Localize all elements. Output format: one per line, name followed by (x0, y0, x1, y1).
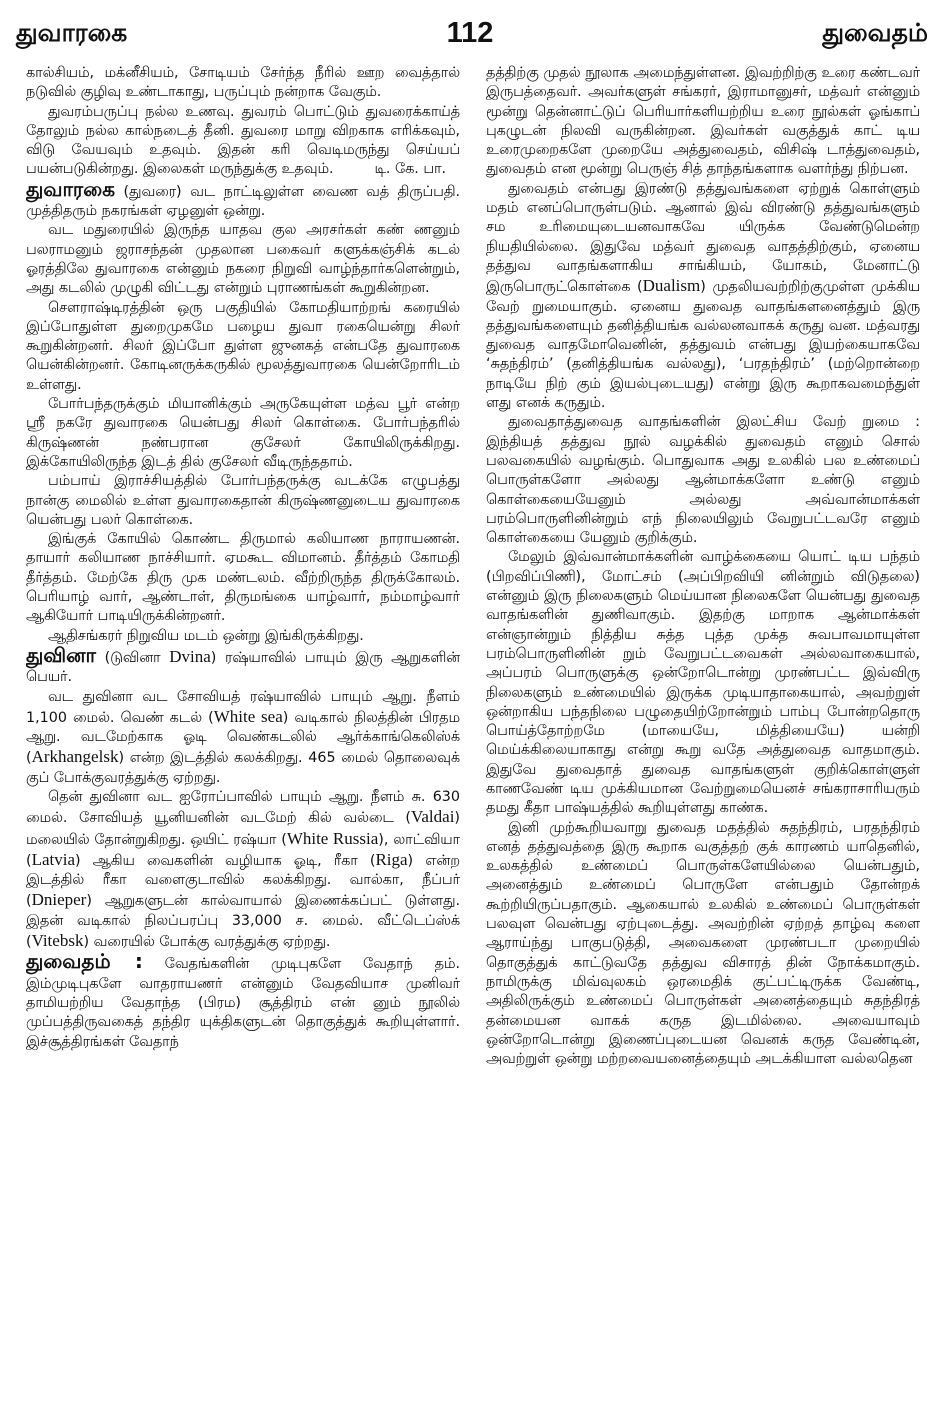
latin-term: White sea (213, 706, 283, 726)
entry-headword: துவினா (26, 642, 96, 667)
paragraph: தத்திற்கு முதல் நூலாக அமைந்துள்ளன. இவற்றிற்கு உரை கண்டவர் இருபத்தைவர். அவர்களுள் சங்கரர், இராமானுசர், மத்வர் என்னும் மூன்று தென்னாட்டுப் பெரியார்களியற்றிய உரை நூல்கள் ஓங்காப் புகழுடன் நிலவி வருகின்றன. இவர்கள் வகுத்துக் காட் டிய உரைமுறைகளே முறையே அத்துவைதம், விசிஷ் டாத்துவைதம், துவைதம் என மூன்று பெருஞ் சித் தாந்தங்களாக வளர்ந்து நிற்பன. (486, 65, 920, 178)
paragraph (26, 103, 460, 180)
paragraph (26, 688, 460, 788)
entry-text: வேதங்களின் முடிபுகளே வேதாந் தம். இம்முடிபுகளே வாதராயணர் என்னும் வேதவியாச முனிவர் தாமியற்றிய வேதாந்த (பிரம) சூத்திரம் என் னும் நூலில் முப்பத்திருவகைத் தந்திர யுக்திகளுடன் தொகுத்துக் கூறியுள்ளார். இச்சூத்திரங்கள் வேதாந் (26, 956, 460, 1050)
entry-text: ) ரஷ்யாவில் பாயும் இரு ஆறுகளின் பெயர். (26, 649, 460, 686)
header-right-guideword: துவைதம் (822, 18, 928, 47)
text-run: ) ஆகிய வைகளின் வழியாக ஓடி, ரீகா ( (75, 852, 376, 869)
author-signature: டி. கே. பா. (374, 161, 446, 178)
paragraph: இனி முற்கூறியவாறு துவைத மதத்தில் சுதந்திரம், பரதந்திரம் எனத் தத்துவத்தை இரு கூறாக வகுத்தற் குக் காரணம் யாதெனில், உலகத்தில் உண்மைப் பொருள்களேயில்லை யென்பதும், அனைத்தும் உண்மைப் பொருளே என்பதும் தோன்றக் கூற்றியிருப்பதாகும். ஆகையால் உலகில் உண்மைப் பொருள்கள் பலவுள வென்பது ஏற்புடைத்து. அவற்றின் ஏற்றத் தாழ்வு களை ஆராய்ந்து பாகுபடுத்தி, அவைகளை முரண்படா முறையில் தொகுத்துக் காட்டுவதே தத்துவ விசாரத் தின் நோக்கமாகும். நாமிருக்கு மிவ்வுலகம் ஒரமைதிக் குட்பட்டிருக்க வேண்டி, அதிலிருக்கும் உண்மைப் பொருள்கள் அனைத்தையும் சுதந்திரத் தன்மையன வாகக் கருத இடமில்லை. அவையாவும் ஒன்றோடொன்று இணைப்புடையன வெனக் கருத வேண்டின், அவற்றுள் ஒன்று மற்றவையனைத்தையும் அடக்கியாள வல்லதென (486, 819, 920, 1068)
latin-term: Dnieper (31, 890, 87, 910)
text-run: தென் துவினா வட ஐரோப்பாவில் பாயும் ஆறு. நீளம் சு. 630 மைல். சோவியத் யூனியனின் வடமேற் கில் வல்டை ( (26, 788, 460, 827)
text-run: ) வரையில் போக்கு வரத்துக்கு ஏற்றது. (83, 934, 331, 951)
entry-headword: துவாரகை (26, 176, 115, 201)
text-run: ) என்ற இடத்தில் ரீகா வளைகுடாவில் கலக்கிறது. வால்கா, நீப்பர் ( (26, 852, 460, 910)
text-run: ) முதலியவற்றிற்குமுள்ள முக்கிய வேற் றுமையாகும். ஏனைய துவைத வாதங்களனைத்தும் இரு தத்துவங்களையும் தனித்தியங்க வல்லனவாகக் கருது வன. மத்வரது துவைத வாதமோவெனின், தத்துவம் என்பது இயற்கையாகவே ‘சுதந்திரம்’ (தனித்தியங்க வல்லது), ‘பரதந்திரம்’ (மற்றொன்றை நாடியே நிற் கும் இயல்புடையது) என்று இரு கூறாகவமைந்துள் ளது எனக் கருதும். (486, 279, 920, 412)
entry-headword: துவைதம் : (26, 949, 143, 974)
paragraph: இங்குக் கோயில் கொண்ட திருமால் கலியாண நாராயணன். தாயார் கலியாண நாச்சியார். ஏமகூட விமானம். தீர்த்தம் கோமதி தீர்த்தம். மேற்கே திரு முக மண்டலம். வீற்றிருந்த திருக்கோலம். பெரியாழ் வார், ஆண்டாள், திருமங்கை யாழ்வார், நம்மாழ்வார் ஆகியோர் பாடியிருக்கின்றனர். (26, 531, 460, 625)
paragraph: ஆதிசங்கரர் நிறுவிய மடம் ஒன்று இங்கிருக்கிறது. (48, 627, 364, 644)
entry-tuvaitam (26, 949, 460, 1051)
latin-term: Valdai (410, 807, 455, 827)
entry-tuvaragai (26, 176, 460, 222)
paragraph: போர்பந்தருக்கும் மியானிக்கும் அருகேயுள்ள மத்வ பூர் என்ற ஸ்ரீ நகரே துவாரகை யென்பது சிலர் கொள்கை. போர்பந்தரில் கிருஷ்ணன் நண்பரான குசேலர் கோயிலிருக்கிறது. இக்கோயிலிருந்த இடத் தில் குசேலர் வீடிருந்ததாம். (26, 396, 460, 470)
page-header (0, 0, 940, 60)
left-column (26, 64, 460, 1414)
text-run: ) வடிகால் நிலத்தின் பிரதம ஆறு. வடமேற்காக ஓடி வெண்கடலில் ஆர்க்காங்கெலிஸ்க் ( (26, 709, 460, 767)
entry-text: (டுவினா (95, 649, 170, 666)
paragraph (486, 180, 920, 414)
paragraph: பம்பாய் இராச்சியத்தில் போர்பந்தருக்கு வடக்கே எழுபத்து நான்கு மைலில் உள்ள துவாரகைதான் கிருஷ்ணனுடைய துவாரகை யென்பது பலர் கொள்கை. (26, 473, 460, 528)
text-run: ) மலையில் தோன்றுகிறது. ஒயிட் ரஷ்யா ( (26, 810, 460, 848)
latin-term: Dvina (169, 646, 211, 666)
paragraph: துவைதாத்துவைத வாதங்களின் இலட்சிய வேற் றுமை : இந்தியத் தத்துவ நூல் வழக்கில் துவைதம் எனும் சொல் பலவகையில் வழங்கும். பொதுவாக அது உலகில் பல உண்மைப் பொருள்களோ அல்லது ஆன்மாக்களோ உண்டு எனும் கொள்கையையேனும் அல்லது அவ்வான்மாக்கள் பரம்பொருளினின்றும் எந் நிலையிலும் வேறுபட்டவரே எனும் கொள்கையை யேனும் குறிக்கும். (486, 414, 920, 547)
text-run: வட துவினா வட சோவியத் ரஷ்யாவில் பாயும் ஆறு. நீளம் 1,100 மைல். வெண் கடல் ( (26, 688, 460, 726)
text-run: ), லாட்வியா ( (26, 831, 460, 869)
paragraph-text: துவரம்பருப்பு நல்ல உணவு. துவரம் பொட்டும் துவரைக்காய்த் தோலும் நல்ல கால்நடைத் தீனி. துவரை மாறு விறகாக எரிக்கவும், விடு வேயவும் உதவும். இதன் கரி வெடிமருந்து செய்யப் பயன்படுகின்றது. இலைகள் மருந்துக்கு உதவும். (26, 103, 460, 178)
latin-term: Arkhangelsk (31, 747, 119, 767)
paragraph: வட மதுரையில் இருந்த யாதவ குல அரசர்கள் கண் ணனும் பலராமனும் ஜராசந்தன் முதலான பகைவர் களுக்கஞ்சிக் கடல் ஓரத்திலே துவாரகை என்னும் நகரை நிறுவி வாழ்ந்தார்களென்றும், அது கடலில் முழுகி விட்டது என்றும் புராணங்கள் கூறுகின்றன. (26, 222, 460, 297)
entry-tuvina (26, 642, 460, 688)
text-run: துவைதம் என்பது இரண்டு தத்துவங்களை ஏற்றுக் கொள்ளும் மதம் எனப்பொருள்படும். ஆனால் இவ் விரண்டு தத்துவங்களும் சம உரிமையுடையனவாகவே யிருக்க வேண்டுமென்ற நியதியில்லை. இதுவே மத்வர் துவைத வாதத்திற்கும், ஏனைய தத்துவ வாதங்களாகிய சாங்கியம், யோகம், மேனாட்டு இருபொருட்கொள்கை ( (486, 180, 920, 296)
paragraph: மேலும் இவ்வான்மாக்களின் வாழ்க்கையை யொட் டிய பந்தம் (பிறவிப்பிணி), மோட்சம் (அப்பிறவியி னின்றும் விடுதலை) என்னும் இரு நிலைகளும் மெய்யான நிலைகளே யென்பது துவைத வாதங்களின் துணிவாகும். இதற்கு மாறாக ஆன்மாக்கள் என்ஞான்றும் நித்திய சுத்த புத்த முக்த சுவபாவமாயுள்ள பரம்பொருளினின் றும் வேறுபட்டவைகள் அல்லவாகையால், அப்பரம் பொருளுக்கு ஒன்றோடொன்று முரண்பட்ட இவ்விரு நிலைகளும் உண்மையில் இருக்க முடியாதாகையால், அவற்றுள் ஒன்றாகிய பந்தநிலை பழுதையிற்றோன்றும் பாம்பு போன்றதொரு பொய்த்தோற்றமே (மாயையே, மித்தியையே) யன்றி மெய்க்கிலையாகாது என்று கூறு வதே அத்துவைத வாதமாகும். இதுவே துவைதாத் துவைத வாதங்களுள் குறிக்கொள்ளுள் காணவேண் டிய முக்கியமான வேற்றுமையெனச் சங்கராசாரியரும் தமது கீதா பாஷ்யத்தில் கூறியுள்ளது காண்க. (486, 549, 920, 817)
header-left-guideword: துவாரகை (16, 18, 128, 47)
text-run: ) என்ற இடத்தில் கலக்கிறது. 465 மைல் தொலைவுக் குப் போக்குவரத்துக்கு ஏற்றது. (26, 750, 460, 786)
latin-term: Vitebsk (31, 931, 84, 951)
latin-term: Riga (375, 849, 408, 869)
right-column (486, 64, 920, 1414)
latin-term: Latvia (31, 849, 75, 869)
latin-term: Dualism (642, 276, 701, 296)
paragraph: கால்சியம், மக்னீசியம், சோடியம் சேர்ந்த நீரில் ஊற வைத்தால் நடுவில் குழிவு உண்டாகாது, பருப்பும் நன்றாக வேகும். (26, 65, 460, 101)
page-number: 112 (446, 17, 494, 49)
text-run: ) ஆறுகளுடன் கால்வாயால் இணைக்கப்பட் டுள்ளது. இதன் வடிகால் நிலப்பரப்பு 33,000 ச. மைல். வீட்டெப்ஸ்க் ( (26, 893, 460, 951)
entry-text: (துவரை) வட நாட்டிலுள்ள வைண வத் திருப்பதி. முத்திதரும் நகரங்கள் ஏழனுள் ஒன்று. (26, 183, 460, 220)
paragraph: சௌராஷ்டிரத்தின் ஒரு பகுதியில் கோமதியாற்றங் கரையில் இப்போதுள்ள துறைமுகமே பழைய துவா ரகையென்று சிலர் கூறுகின்றனர். சிலர் இப்போ துள்ள ஜுனகத் என்பதே துவாரகை யென்கின்றனர். கோடினருக்கருகில் மூலத்துவாரகை யென்றோரிடம் உள்ளது. (26, 299, 460, 393)
paragraph (26, 788, 460, 952)
latin-term: White Russia (286, 828, 379, 848)
